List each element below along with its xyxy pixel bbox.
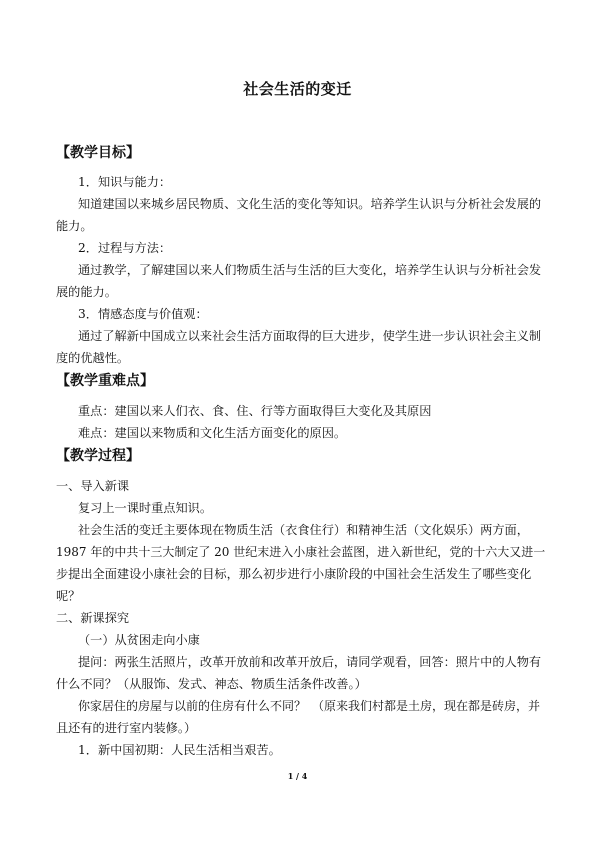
process-question-2-line: 你家居住的房屋与以前的住房有什么不同？ （原来我们村都是土房，现在都是砖房，并 bbox=[78, 699, 541, 713]
page-number: 1 / 4 bbox=[287, 771, 308, 781]
goal-item-3-heading: 3．情感态度与价值观： bbox=[78, 307, 208, 321]
goal-item-3-text-line: 通过了解新中国成立以来社会生活方面取得的巨大进步，使学生进一步认识社会主义制 bbox=[78, 329, 542, 343]
goal-item-1-text-line: 能力。 bbox=[56, 219, 93, 233]
key-point-focus: 重点：建国以来人们衣、食、住、行等方面取得巨大变化及其原因 bbox=[78, 404, 432, 418]
goal-item-1-text-line: 知道建国以来城乡居民物质、文化生活的变化等知识。培养学生认识与分析社会发展的 bbox=[78, 197, 542, 211]
key-point-difficulty: 难点：建国以来物质和文化生活方面变化的原因。 bbox=[78, 426, 347, 440]
goal-item-3-text-line: 度的优越性。 bbox=[56, 351, 130, 365]
process-question-1-line: 什么不同？（从服饰、发式、神态、物质生活条件改善。） bbox=[56, 677, 367, 691]
process-part-1-text-line: 社会生活的变迁主要体现在物质生活（衣食住行）和精神生活（文化娱乐）两方面， bbox=[78, 523, 529, 537]
process-part-1-review: 复习上一课时重点知识。 bbox=[78, 501, 213, 515]
process-question-2-line: 且还有的进行室内装修。） bbox=[56, 721, 197, 735]
section-heading-key-points: 【教学重难点】 bbox=[56, 373, 154, 389]
process-part-1-text-line: 呢？ bbox=[56, 589, 81, 603]
section-heading-goals: 【教学目标】 bbox=[56, 145, 140, 161]
goal-item-2-heading: 2．过程与方法： bbox=[78, 241, 172, 255]
goal-item-2-text-line: 通过教学，了解建国以来人们物质生活与生活的巨大变化，培养学生认识与分析社会发 bbox=[78, 263, 542, 277]
goal-item-1-heading: 1．知识与能力： bbox=[78, 175, 172, 189]
process-point-1: 1．新中国初期：人民生活相当艰苦。 bbox=[78, 743, 281, 757]
process-question-1-line: 提问：两张生活照片，改革开放前和改革开放后，请同学观看，回答：照片中的人物有 bbox=[78, 655, 542, 669]
process-subsection-1-heading: （一）从贫困走向小康 bbox=[78, 633, 200, 647]
section-heading-process: 【教学过程】 bbox=[56, 448, 140, 464]
process-part-1-text-line: 1987 年的中共十三大制定了 20 世纪末进入小康社会蓝图，进入新世纪，党的十六大又进一 bbox=[56, 545, 546, 559]
process-part-2-heading: 二、新课探究 bbox=[56, 611, 130, 625]
goal-item-2-text-line: 展的能力。 bbox=[56, 285, 117, 299]
process-part-1-text-line: 步提出全面建设小康社会的目标，那么初步进行小康阶段的中国社会生活发生了哪些变化 bbox=[56, 567, 532, 581]
document-title: 社会生活的变迁 bbox=[243, 80, 352, 98]
process-part-1-heading: 一、导入新课 bbox=[56, 479, 130, 493]
